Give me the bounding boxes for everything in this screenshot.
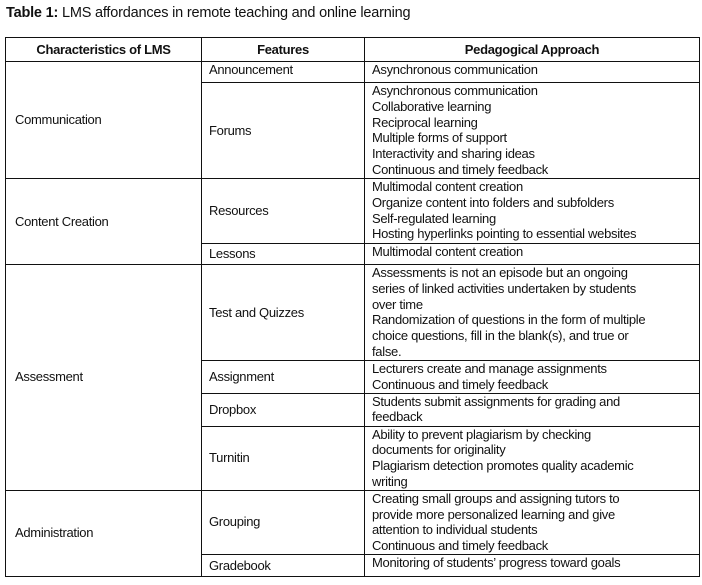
approach-line: Organize content into folders and subfolders — [372, 194, 614, 210]
approach-line: Lecturers create and manage assignments — [372, 361, 607, 376]
approach-line: series of linked activities undertaken by students — [372, 280, 636, 296]
approach-line: over time — [372, 296, 423, 312]
approach-cell — [365, 490, 700, 554]
approach-line: Reciprocal learning — [372, 114, 478, 130]
approach-line: Asynchronous communication — [372, 62, 538, 77]
feature-cell: Grouping — [202, 490, 365, 554]
characteristic-cell: Communication — [6, 62, 202, 179]
caption-label: Table 1: — [6, 5, 59, 21]
table-caption — [6, 5, 410, 21]
feature-cell: Test and Quizzes — [202, 265, 365, 361]
approach-cell — [365, 361, 700, 394]
feature-cell: Dropbox — [202, 393, 365, 426]
header-row — [6, 38, 700, 62]
approach-line: Randomization of questions in the form of multiple — [372, 312, 646, 328]
characteristic-cell: Assessment — [6, 265, 202, 491]
header-approach: Pedagogical Approach — [365, 38, 700, 62]
characteristic-cell: Administration — [6, 490, 202, 576]
approach-line: Self-regulated learning — [372, 210, 496, 226]
approach-line: Continuous and timely feedback — [372, 376, 549, 392]
approach-line: Students submit assignments for grading and — [372, 393, 620, 409]
approach-line: feedback — [372, 409, 423, 425]
approach-line: Ability to prevent plagiarism by checking — [372, 426, 591, 442]
feature-cell: Resources — [202, 179, 365, 244]
approach-line: Plagiarism detection promotes quality academic — [372, 458, 634, 474]
approach-cell — [365, 554, 700, 576]
approach-cell — [365, 265, 700, 361]
approach-line: choice questions, fill in the blank(s), and true or — [372, 328, 629, 344]
caption-text: LMS affordances in remote teaching and online learning — [58, 5, 411, 21]
approach-line: Asynchronous communication — [372, 83, 538, 98]
approach-cell — [365, 179, 700, 244]
approach-cell — [365, 426, 700, 490]
approach-line: attention to individual students — [372, 522, 538, 538]
table-row — [6, 490, 700, 554]
approach-cell — [365, 244, 700, 265]
approach-line: documents for originality — [372, 442, 506, 458]
feature-cell: Gradebook — [202, 554, 365, 576]
feature-cell: Turnitin — [202, 426, 365, 490]
table-row — [6, 265, 700, 361]
approach-cell — [365, 83, 700, 179]
approach-line: Monitoring of students’ progress toward goals — [372, 554, 621, 570]
lms-affordances-table — [5, 37, 700, 577]
approach-line: Creating small groups and assigning tutors to — [372, 490, 620, 506]
approach-line: Continuous and timely feedback — [372, 538, 549, 554]
table-row — [6, 179, 700, 244]
approach-line: false. — [372, 343, 402, 359]
approach-line: provide more personalized learning and give — [372, 506, 615, 522]
feature-cell: Forums — [202, 83, 365, 179]
approach-line: Multiple forms of support — [372, 130, 507, 146]
approach-line: Collaborative learning — [372, 98, 492, 114]
approach-line: Assessments is not an episode but an ongoing — [372, 265, 628, 280]
feature-cell: Assignment — [202, 361, 365, 394]
header-features: Features — [202, 38, 365, 62]
approach-line: Interactivity and sharing ideas — [372, 146, 535, 162]
header-characteristics: Characteristics of LMS — [6, 38, 202, 62]
table-row — [6, 62, 700, 83]
approach-line: Multimodal content creation — [372, 179, 523, 194]
feature-cell: Lessons — [202, 244, 365, 265]
approach-line: Multimodal content creation — [372, 244, 523, 259]
approach-cell — [365, 62, 700, 83]
characteristic-cell: Content Creation — [6, 179, 202, 265]
approach-line: Continuous and timely feedback — [372, 161, 549, 177]
feature-cell: Announcement — [202, 62, 365, 83]
approach-line: writing — [372, 473, 408, 489]
approach-cell — [365, 393, 700, 426]
approach-line: Hosting hyperlinks pointing to essential websites — [372, 226, 637, 242]
